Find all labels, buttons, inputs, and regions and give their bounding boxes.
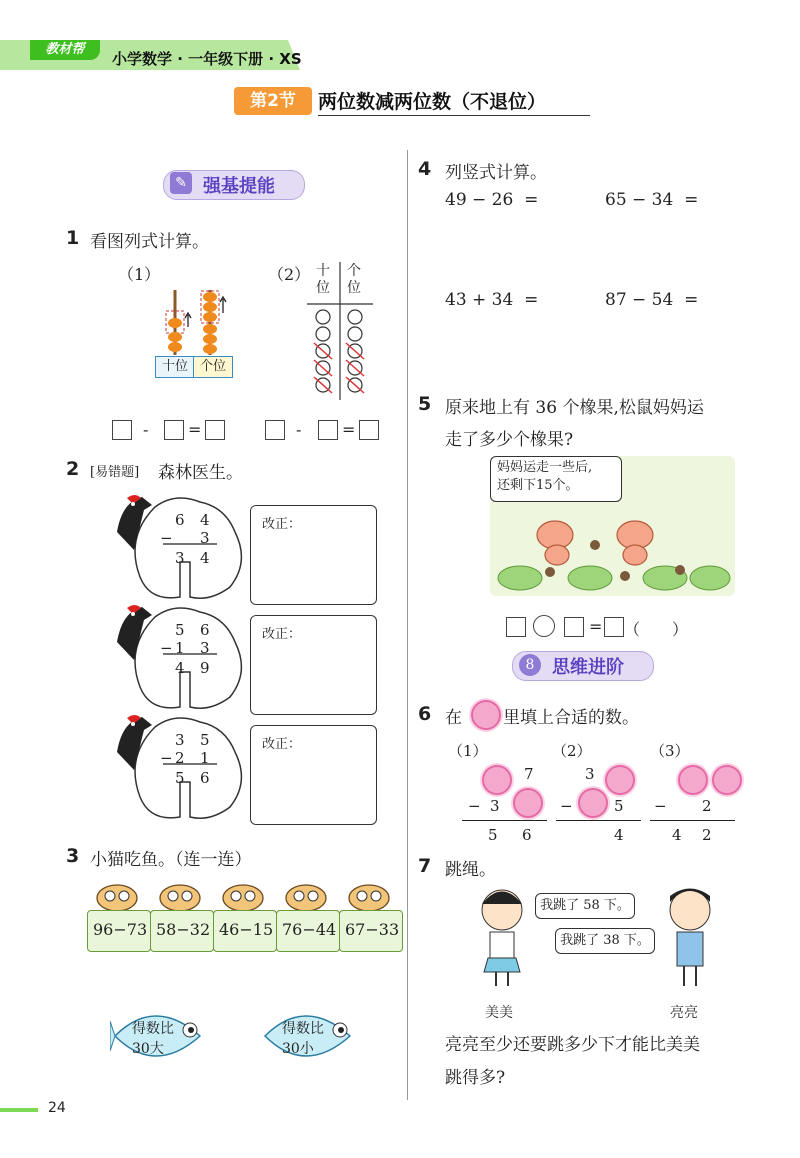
column-divider	[407, 150, 408, 1100]
t2-res-tens: 4	[175, 659, 185, 677]
q7-name-2: 亮亮	[670, 1005, 698, 1021]
q1-sub2: （2）	[268, 265, 311, 284]
q5-text-1: 原来地上有 36 个橡果,松鼠妈妈运	[445, 398, 704, 418]
t1-res-tens: 3	[175, 549, 185, 567]
q6-p3-res-tens: 4	[672, 826, 682, 844]
q6-p1-res-tens: 5	[488, 826, 498, 844]
q4-expr-2: 65 − 34 =	[605, 190, 699, 210]
q6-number: 6	[418, 703, 432, 725]
section-badge: 第2节	[234, 87, 312, 115]
medal-icon: 8	[519, 654, 541, 676]
cat-card-4-expr: 76−44	[282, 920, 337, 939]
cat-card-1-expr: 96−73	[93, 920, 148, 939]
q6-p3-minus: −	[654, 797, 667, 815]
q6-p2-res-ones: 4	[614, 826, 624, 844]
boy-illustration	[660, 882, 720, 987]
header-tag: 教材帮	[30, 40, 100, 60]
t2-top-ones: 6	[200, 621, 210, 639]
q1a-box1[interactable]	[112, 420, 132, 440]
q7-name-1: 美美	[485, 1005, 513, 1021]
q7-number: 7	[418, 855, 432, 877]
t2-res-ones: 9	[200, 659, 210, 677]
q6-p3-res-ones: 2	[702, 826, 712, 844]
abacus-ones-label: 个位	[193, 356, 233, 378]
fish-1-line2: 30大	[132, 1041, 164, 1057]
q6-p1-flower-ones[interactable]	[513, 788, 543, 818]
q6-p3-mid: 2	[702, 797, 712, 815]
q6-text-pre: 在	[445, 708, 462, 728]
correction-label-2: 改正：	[262, 627, 302, 642]
t3-res-ones: 6	[200, 769, 210, 787]
section-title: 两位数减两位数（不退位）	[318, 91, 547, 113]
t1-top-tens: 6	[175, 511, 185, 529]
q1a-minus: -	[143, 420, 149, 439]
t1-minus: −	[160, 529, 173, 547]
t3-res-tens: 5	[175, 769, 185, 787]
girl-illustration	[472, 882, 532, 987]
t2-minus: −	[160, 639, 173, 657]
correction-label-1: 改正：	[262, 517, 302, 532]
t1-top-ones: 4	[200, 511, 210, 529]
q6-p2-flower-tens[interactable]	[578, 788, 608, 818]
q6-sub3: （3）	[650, 742, 690, 760]
section-rule	[318, 115, 590, 116]
fish-2-line1: 得数比	[282, 1021, 324, 1037]
q6-p1-rule	[462, 820, 547, 821]
q6-p3-rule	[650, 820, 735, 821]
q5-number: 5	[418, 393, 432, 415]
fish-2-line2: 30小	[282, 1041, 314, 1057]
q3-number: 3	[66, 845, 80, 867]
q6-p1-flower-tens[interactable]	[482, 765, 512, 795]
q6-p1-mid: 3	[490, 797, 500, 815]
q4-expr-3: 43 + 34 =	[445, 290, 539, 310]
q4-number: 4	[418, 158, 432, 180]
q6-p2-rule	[556, 820, 641, 821]
header-title: 小学数学 · 一年级下册 · XS	[112, 50, 302, 68]
t1-sub-ones: 3	[200, 529, 210, 547]
footer-bar	[0, 1108, 38, 1112]
q6-text-post: 里填上合适的数。	[503, 708, 639, 728]
t2-top-tens: 5	[175, 621, 185, 639]
t3-sub-ones: 1	[200, 749, 210, 767]
flower-icon	[471, 700, 501, 730]
q5-box1[interactable]	[506, 617, 526, 637]
q6-sub1: （1）	[448, 742, 488, 760]
q7-question-1: 亮亮至少还要跳多少下才能比美美	[445, 1035, 700, 1055]
t3-sub-tens: 2	[175, 749, 185, 767]
t3-minus: −	[160, 749, 173, 767]
pill-advanced-label: 思维进阶	[552, 657, 624, 678]
q6-sub2: （2）	[552, 742, 592, 760]
q1-number: 1	[66, 227, 80, 249]
cats-row	[85, 878, 415, 912]
q5-bubble	[490, 456, 622, 502]
q6-p2-mid: 5	[614, 797, 624, 815]
q3-text: 小猫吃鱼。（连一连）	[90, 850, 252, 870]
pencil-icon: ✎	[170, 172, 192, 194]
q1b-minus: -	[296, 420, 302, 439]
q6-p3-flower-ones[interactable]	[712, 765, 742, 795]
q7-bubble-2: 我跳了 38 下。	[555, 928, 655, 954]
q1b-box1[interactable]	[265, 420, 285, 440]
t2-sub-ones: 3	[200, 639, 210, 657]
q6-p1-top: 7	[524, 765, 534, 783]
q1-sub1: （1）	[118, 265, 161, 284]
abacus-tens-label: 十位	[155, 356, 195, 378]
q2-number: 2	[66, 458, 80, 480]
q1a-equals: =	[188, 420, 202, 439]
cat-card-2-expr: 58−32	[156, 920, 211, 939]
t2-sub-tens: 1	[175, 639, 185, 657]
q2-tag: [易错题]	[90, 465, 140, 480]
cat-card-3-expr: 46−15	[219, 920, 274, 939]
q4-text: 列竖式计算。	[445, 163, 547, 183]
q1a-box3[interactable]	[205, 420, 225, 440]
page-number: 24	[48, 1100, 66, 1116]
q6-p1-minus: −	[468, 797, 481, 815]
q5-text-2: 走了多少个橡果?	[445, 430, 574, 450]
q5-equals: =	[589, 617, 603, 636]
q1b-equals: =	[342, 420, 356, 439]
q7-text: 跳绳。	[445, 860, 496, 880]
q1-text: 看图列式计算。	[90, 232, 209, 252]
q5-bubble-line1: 妈妈运走一些后,	[497, 460, 593, 475]
q2-text: 森林医生。	[158, 463, 243, 483]
q4-expr-4: 87 − 54 =	[605, 290, 699, 310]
col-tens-label: 十 位	[316, 263, 330, 296]
q7-bubble-1: 我跳了 58 下。	[535, 893, 635, 919]
t3-top-tens: 3	[175, 731, 185, 749]
q5-box3[interactable]	[604, 617, 624, 637]
q1b-box2[interactable]	[318, 420, 338, 440]
correction-label-3: 改正：	[262, 737, 302, 752]
cat-card-5-expr: 67−33	[345, 920, 400, 939]
q1b-box3[interactable]	[359, 420, 379, 440]
t3-top-ones: 5	[200, 731, 210, 749]
q5-bubble-line2: 还剩下15个。	[497, 478, 579, 493]
q5-unit-paren: （ ）	[624, 620, 689, 639]
fish-1-line1: 得数比	[132, 1021, 174, 1037]
q7-question-2: 跳得多?	[445, 1068, 506, 1088]
squirrels-illustration	[495, 500, 735, 595]
pill-basic-label: 强基提能	[203, 176, 275, 197]
col-ones-label: 个 位	[347, 263, 361, 296]
q6-p1-res-ones: 6	[522, 826, 532, 844]
q6-p2-top: 3	[585, 765, 595, 783]
q4-expr-1: 49 − 26 =	[445, 190, 539, 210]
q6-p2-flower-ones[interactable]	[605, 765, 635, 795]
q5-op-circle[interactable]	[533, 615, 555, 637]
q6-p3-flower-tens[interactable]	[678, 765, 708, 795]
t1-res-ones: 4	[200, 549, 210, 567]
q5-box2[interactable]	[564, 617, 584, 637]
q6-p2-minus: −	[560, 797, 573, 815]
q1a-box2[interactable]	[164, 420, 184, 440]
